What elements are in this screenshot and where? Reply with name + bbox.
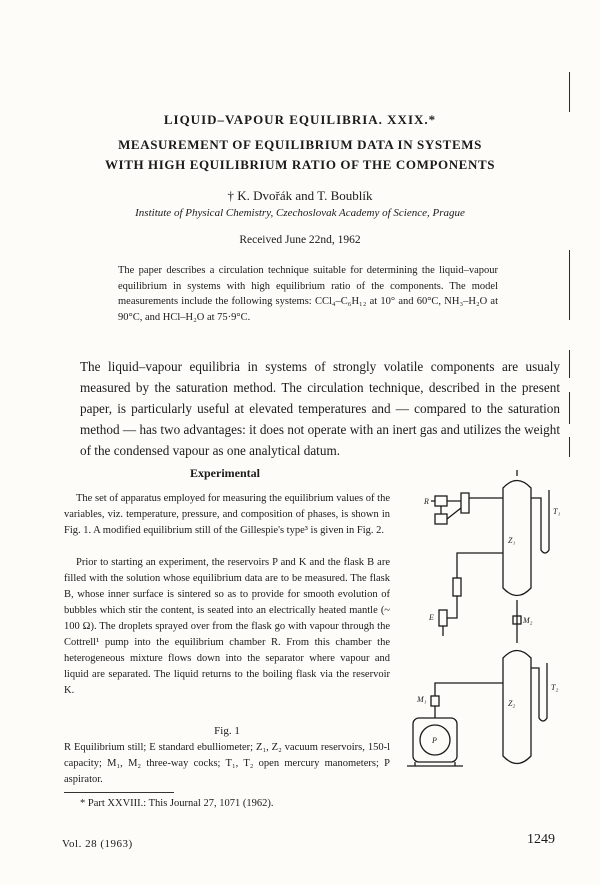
margin-mark [569,350,570,378]
label-z1: Z₁ [508,536,516,545]
volume-label: Vol. 28 (1963) [62,838,133,850]
figure-caption: R Equilibrium still; E standard ebulliometer; Z₁, Z₂ vacuum reservoirs, 150-l capacity; M₁, M₂ three-way cocks; T₁, T₂ open mercury manometers; P aspirator. [64,742,390,785]
label-p: P [432,736,437,745]
margin-mark [569,392,570,424]
label-t1: T₁ [553,507,561,516]
still-r-top [435,496,447,506]
figure-label: Fig. 1 [214,725,240,737]
intro-paragraph: The liquid–vapour equilibria in systems of strongly volatile components are usualy measured by the saturation method. The circulation technique, described in the present paper, is particularly useful at elevated temperatures and — compared to the saturation method — has two advantages: it does not operate with an inert gas and utilizes the weight of the condensed vapour as one analytical datum. [80,359,560,458]
authors: † K. Dvořák and T. Boublík [227,188,373,203]
footnote-rule [64,792,174,793]
cock-m1 [431,696,439,706]
label-m1: M₁ [417,695,427,704]
label-e: E [429,613,434,622]
margin-mark [569,437,570,457]
label-m2: M₂ [523,616,533,625]
experimental-paragraph-1: The set of apparatus employed for measuring the equilibrium values of the variables, viz. temperature, pressure, and composition of phases, is shown in Fig. 1. A modified equilibrium still of the Gillespie's type³ is given in Fig. 2. [64,493,390,536]
margin-mark [569,72,570,112]
margin-mark [569,250,570,320]
footnote: * Part XXVIII.: This Journal 27, 1071 (1962). [80,798,274,809]
label-z2: Z₂ [508,699,516,708]
series-title: LIQUID–VAPOUR EQUILIBRIA. XXIX.* [163,112,437,127]
abstract: The paper describes a circulation technique suitable for determining the liquid–vapour equilibrium in systems with high equilibrium ratio of the components. The model measurements include the following systems: CCl₄–C₆H₁₂ at 10° and 60°C, NH₃–H₂O at 90°C, and HCl–H₂O at 75·9°C. [118,265,498,323]
received-date: Received June 22nd, 1962 [239,234,361,246]
label-r: R [424,497,429,506]
experimental-paragraph-2: Prior to starting an experiment, the reservoirs P and K and the flask B are filled with the solution whose equilibrium data are to be measured. The flask B, whose inner surface is sintered so as to provide for smooth evolution of bubbles which stir the content, is seated into an electrically heated mantle (~ 100 Ω). The droplets sprayed over from the flask go with vapour through the Cottrell¹ pump into the equilibrium chamber R. From this chamber the heterogeneous mixture flows down into the separator where vapour and liquid are separated. The liquid returns to the boiling flask via the reservoir K. [64,557,390,696]
label-t2: T₂ [551,683,559,692]
title-line-2: WITH HIGH EQUILIBRIUM RATIO OF THE COMPONENTS [104,157,496,172]
section-heading: Experimental [190,466,260,480]
page-number: 1249 [527,832,555,847]
institute: Institute of Physical Chemistry, Czechoslovak Academy of Science, Prague [135,207,465,219]
apparatus-diagram [405,468,570,786]
still-r-bottom [435,514,447,524]
ebulliometer-e [439,610,447,626]
title-line-1: MEASUREMENT OF EQUILIBRIUM DATA IN SYSTEMS [118,137,482,152]
